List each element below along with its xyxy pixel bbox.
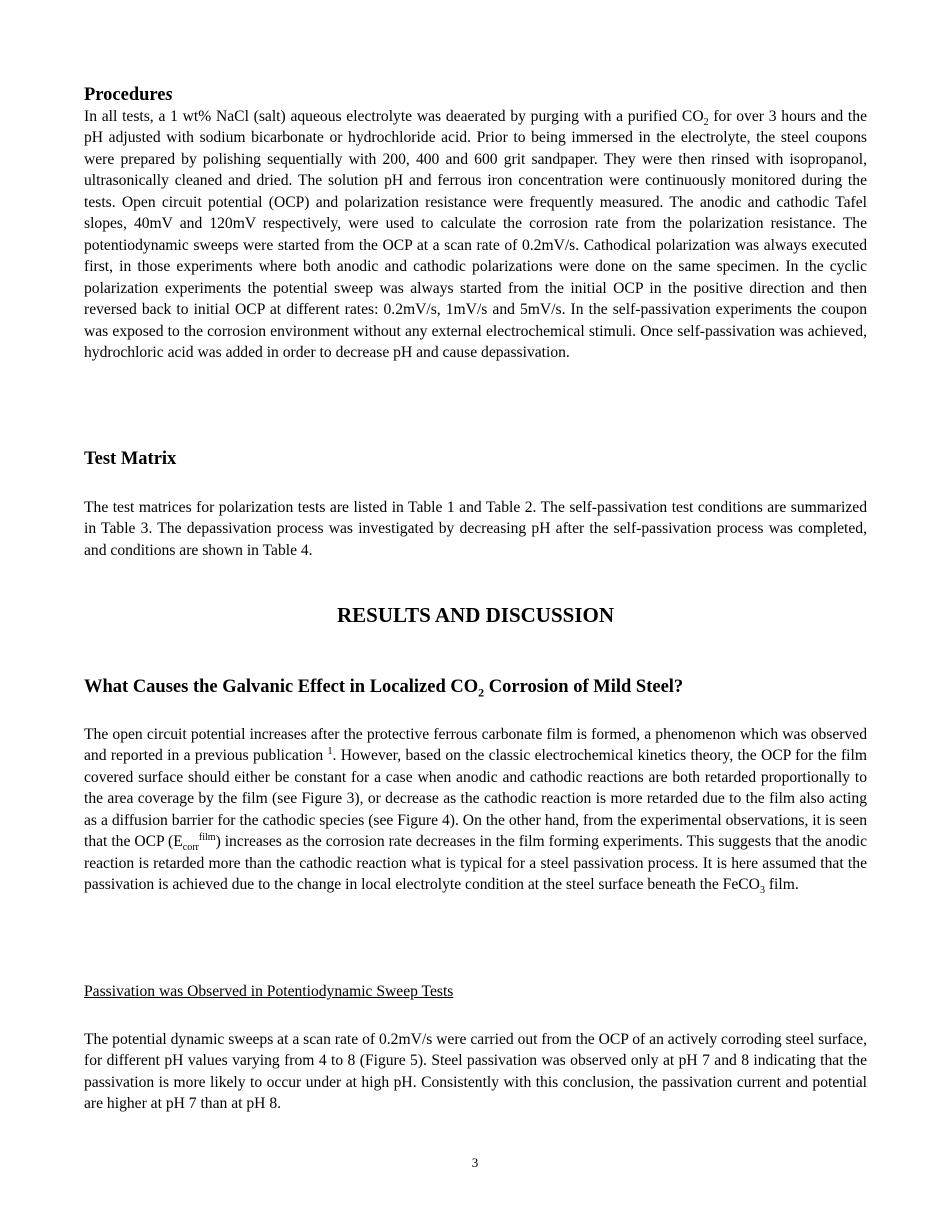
results-heading: RESULTS AND DISCUSSION [337,603,614,627]
heading-tail: s [165,85,173,105]
test-matrix-heading: Test Matrix [84,449,177,469]
text: The open circuit potential increases after the protective ferrous carbonate film is formed, a phenomenon which was observed and reported in a previous publication [84,726,867,765]
page-number: 3 [471,1155,479,1170]
subscript: corr [182,842,199,854]
text: for over 3 hours and the pH adjusted with sodium bicarbonate or hydrochloride acid. Prior to being immersed in the electrolyte, the steel coupons were prepared by polishing sequentially with 200, 400 and 600 grit sandpaper. They were then rinsed with isopropanol, ultrasonically cleaned and dried. The solution pH and ferrous iron concentration were continuously monitored during the tests. Open circuit potential (OCP) and polarization resistance were frequently measured. The anodic and cathodic Tafel slopes, 40mV and 120mV respectively, were used to calculate the corrosion rate from the polarization resistance. The potentiodynamic sweeps were started from the OCP at a scan rate of 0.2mV/s. Cathodical polarization was always executed first, in those experiments where both anodic and cathodic polarizations were done on the same specimen. In the cyclic polarization experiments the potential sweep was always started from the initial OCP in the positive direction and then reversed back to initial OCP at different rates: 0.2mV/s, 1mV/s and 5mV/s. In the self-passivation experiments the coupon was exposed to the corrosion environment without any external electrochemical stimuli. Once self-passivation was achieved, hydrochloric acid was added in order to decrease pH and cause depassivation. [84,108,867,361]
text: ) increases as the corrosion rate decreases in the film forming experiments. This suggests that the anodic reaction is retarded more than the cathodic reaction what is typical for a steel passivation process. It is here assumed that the passivation is achieved due to the change in local electrolyte condition at the steel surface beneath the FeCO [84,833,867,894]
galvanic-effect-paragraph [84,724,867,896]
text: Corrosion of Mild Steel? [484,677,684,697]
text: film. [764,876,799,894]
test-matrix-paragraph: The test matrices for polarization tests are listed in Table 1 and Table 2. The self-passivation test conditions are summarized in Table 3. The depassivation process was investigated by decreasing pH after the self-passivation process was completed, and conditions are shown in Table 4. [84,499,867,559]
text: In all tests, a 1 wt% NaCl (salt) aqueous electrolyte was deaerated by purging with a purified CO [84,108,704,125]
text: . However, based on the classic electrochemical kinetics theory, the OCP for the film covered surface should either be constant for a case when anodic and cathodic reactions are both retarded proportionally to the area coverage by the film (see Figure 3), or decrease as the cathodic reaction is more retarded due to the film also acting as a diffusion barrier for the cathodic species (see Figure 4). On the other hand, from the experimental observations, it is seen that the OCP (E [84,747,867,851]
procedures-paragraph [84,106,867,363]
heading-text: Procedure [84,85,166,105]
reference-superscript: 1 [327,746,333,758]
passivation-subheading: Passivation was Observed in Potentiodynamic Sweep Tests [84,983,454,1000]
superscript: film [198,832,216,844]
subscript: 3 [759,885,765,897]
passivation-paragraph: The potential dynamic sweeps at a scan rate of 0.2mV/s were carried out from the OCP of an actively corroding steel surface, for different pH values varying from 4 to 8 (Figure 5). Steel passivation was observed only at pH 7 and 8 indicating that the passivation is more likely to occur under at high pH. Consistently with this conclusion, the passivation current and potential are higher at pH 7 than at pH 8. [84,1031,867,1113]
subscript: 2 [478,685,485,700]
text: What Causes the Galvanic Effect in Localized CO [84,677,479,697]
galvanic-effect-heading [84,677,867,698]
procedures-heading [84,85,867,106]
subscript: 2 [703,117,709,129]
